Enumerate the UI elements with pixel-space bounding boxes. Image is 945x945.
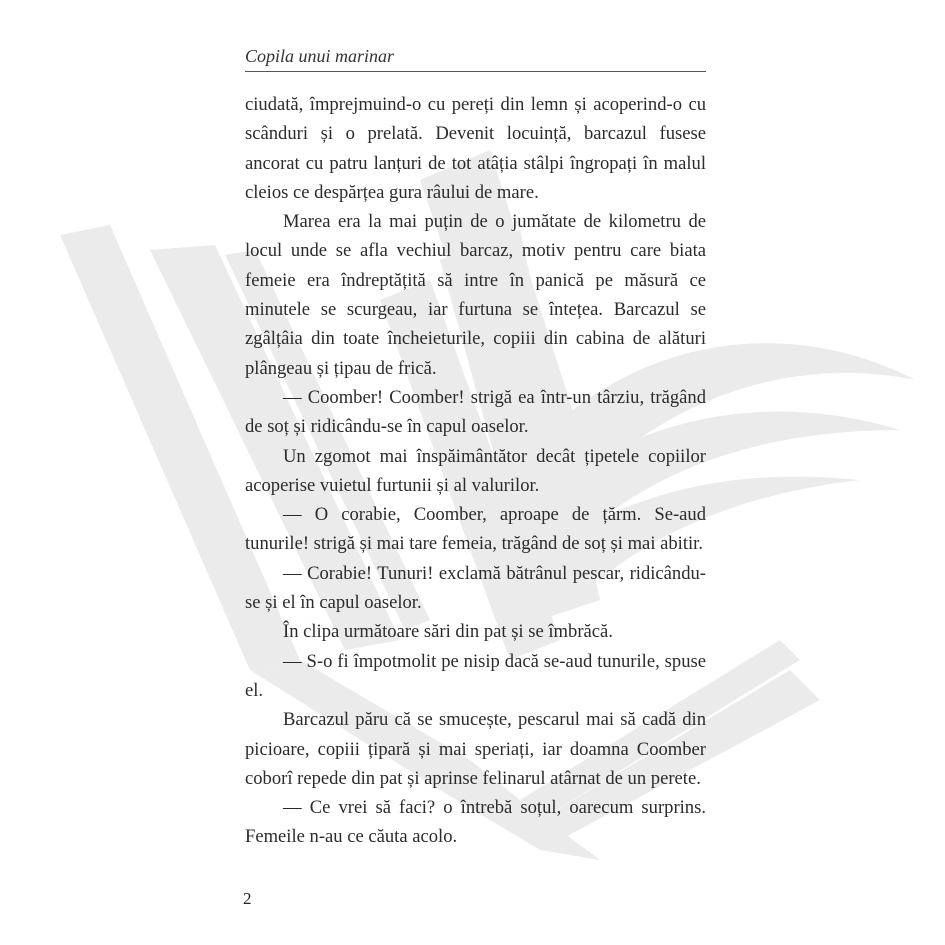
paragraph: — S-o fi împotmolit pe nisip dacă se-aud tunurile, spuse el. bbox=[245, 650, 706, 701]
paragraph: — O corabie, Coomber, aproape de țărm. Se-aud tunurile! strigă și mai tare femeia, trăgând de soț și mai abitir. bbox=[245, 504, 706, 555]
page-number: 2 bbox=[243, 889, 252, 908]
paragraph: Marea era la mai puțin de o jumătate de kilometru de locul unde se afla vechiul barcaz, motiv pentru care biata femeie era îndreptățită să intre în panică pe măsură ce minutele se scurgeau, iar furtuna se întețea. Barcazul se zgâlțâia din toate încheieturile, copiii din cabina de alături plângeau și țipau de frică. bbox=[245, 211, 706, 379]
paragraph: — Coomber! Coomber! strigă ea într-un târziu, trăgând de soț și ridicându-se în capul oaselor. bbox=[245, 386, 706, 438]
paragraph: — Ce vrei să faci? o întrebă soțul, oarecum surprins. Femeile n-au ce căuta acolo. bbox=[245, 797, 706, 848]
paragraph: — Corabie! Tunuri! exclamă bătrânul pescar, ridicându-se și el în capul oaselor. bbox=[245, 562, 706, 614]
running-header-title: Copila unui marinar bbox=[245, 46, 395, 66]
paragraph: Un zgomot mai înspăimântător decât țipetele copiilor acoperise vuietul furtunii și al valurilor. bbox=[245, 445, 706, 496]
header-divider bbox=[245, 71, 706, 72]
page-body bbox=[245, 90, 706, 852]
paragraph: ciudată, împrejmuind-o cu pereți din lemn și acoperind-o cu scânduri și o prelată. Devenit locuință, barcazul fusese ancorat cu patru lanțuri de tot atâția stâlpi îngropați în malul cleios ce despărțea gura râului de mare. bbox=[245, 94, 706, 203]
paragraph: În clipa următoare sări din pat și se îmbrăcă. bbox=[283, 621, 613, 643]
paragraph: Barcazul păru că se smucește, pescarul mai să cadă din picioare, copiii țipară și mai speriați, iar doamna Coomber coborî repede din pat și aprinse felinarul atârnat de un perete. bbox=[245, 709, 706, 789]
